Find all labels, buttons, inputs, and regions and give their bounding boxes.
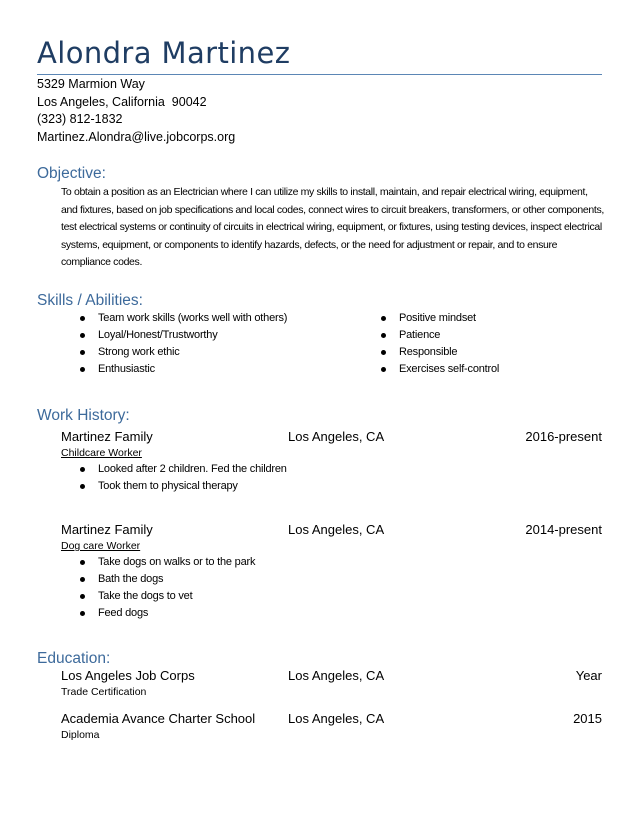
phone-number: (323) 812-1832 bbox=[37, 112, 123, 126]
candidate-name: Alondra Martinez bbox=[37, 36, 291, 70]
email-address: Martinez.Alondra@live.jobcorps.org bbox=[37, 129, 236, 144]
bullet-icon bbox=[80, 467, 85, 472]
job-duties-list bbox=[80, 461, 287, 495]
list-item: Take dogs on walks or to the park bbox=[80, 554, 255, 571]
list-item: Strong work ethic bbox=[80, 344, 287, 361]
skills-heading: Skills / Abilities: bbox=[37, 292, 143, 309]
list-item: Took them to physical therapy bbox=[80, 478, 287, 495]
job-location: Los Angeles, CA bbox=[288, 429, 385, 444]
job-dates: 2014-present bbox=[525, 522, 602, 537]
school-entry-header bbox=[61, 667, 602, 685]
address-line-2: Los Angeles, California 90042 bbox=[37, 94, 207, 109]
list-item: Positive mindset bbox=[381, 310, 499, 327]
work-history-heading: Work History: bbox=[37, 407, 130, 424]
bullet-icon bbox=[381, 367, 386, 372]
bullet-icon bbox=[80, 611, 85, 616]
header-divider bbox=[37, 74, 602, 75]
list-item: Loyal/Honest/Trustworthy bbox=[80, 327, 287, 344]
school-year: Year bbox=[575, 668, 602, 683]
bullet-icon bbox=[80, 560, 85, 565]
school-credential: Diploma bbox=[61, 729, 100, 741]
employer-name: Martinez Family bbox=[61, 429, 153, 444]
list-item: Looked after 2 children. Fed the children bbox=[80, 461, 287, 478]
job-dates: 2016-present bbox=[525, 429, 602, 444]
contact-block bbox=[37, 76, 235, 146]
school-location: Los Angeles, CA bbox=[288, 711, 385, 726]
school-credential: Trade Certification bbox=[61, 686, 147, 698]
bullet-icon bbox=[80, 350, 85, 355]
bullet-icon bbox=[80, 484, 85, 489]
school-year: 2015 bbox=[573, 711, 602, 726]
bullet-icon bbox=[80, 577, 85, 582]
skills-list-right bbox=[381, 310, 499, 378]
job-location: Los Angeles, CA bbox=[288, 522, 385, 537]
school-entry-header bbox=[61, 710, 602, 728]
school-location: Los Angeles, CA bbox=[288, 668, 385, 683]
employer-name: Martinez Family bbox=[61, 522, 153, 537]
list-item: Feed dogs bbox=[80, 605, 255, 622]
bullet-icon bbox=[80, 316, 85, 321]
bullet-icon bbox=[80, 594, 85, 599]
list-item: Team work skills (works well with others) bbox=[80, 310, 287, 327]
objective-heading: Objective: bbox=[37, 165, 106, 182]
education-heading: Education: bbox=[37, 650, 111, 667]
bullet-icon bbox=[381, 316, 386, 321]
job-entry-header bbox=[61, 521, 602, 539]
objective-text: To obtain a position as an Electrician where I can utilize my skills to install, maintain, and repair electrical wiring, equipment, and fixtures, based on job specifications and local codes, connect wires to circuit breakers, transformers, or other components, test electrical systems or continuity of circuits in electrical wiring, equipment, or fixtures, using testing devices, inspect electrical systems, equipment, or components to identify hazards, defects, or the need for adjustment or repair, and to ensure compliance codes. bbox=[61, 186, 604, 269]
job-title: Childcare Worker bbox=[61, 447, 142, 459]
school-name: Academia Avance Charter School bbox=[61, 711, 256, 726]
list-item: Exercises self-control bbox=[381, 361, 499, 378]
address-line-1: 5329 Marmion Way bbox=[37, 77, 145, 91]
job-duties-list bbox=[80, 554, 255, 622]
job-entry-header bbox=[61, 428, 602, 446]
list-item: Responsible bbox=[381, 344, 499, 361]
list-item: Patience bbox=[381, 327, 499, 344]
bullet-icon bbox=[80, 367, 85, 372]
job-title: Dog care Worker bbox=[61, 540, 141, 552]
bullet-icon bbox=[80, 333, 85, 338]
bullet-icon bbox=[381, 333, 386, 338]
skills-list-left bbox=[80, 310, 287, 378]
list-item: Bath the dogs bbox=[80, 571, 255, 588]
bullet-icon bbox=[381, 350, 386, 355]
list-item: Enthusiastic bbox=[80, 361, 287, 378]
list-item: Take the dogs to vet bbox=[80, 588, 255, 605]
school-name: Los Angeles Job Corps bbox=[61, 668, 195, 683]
